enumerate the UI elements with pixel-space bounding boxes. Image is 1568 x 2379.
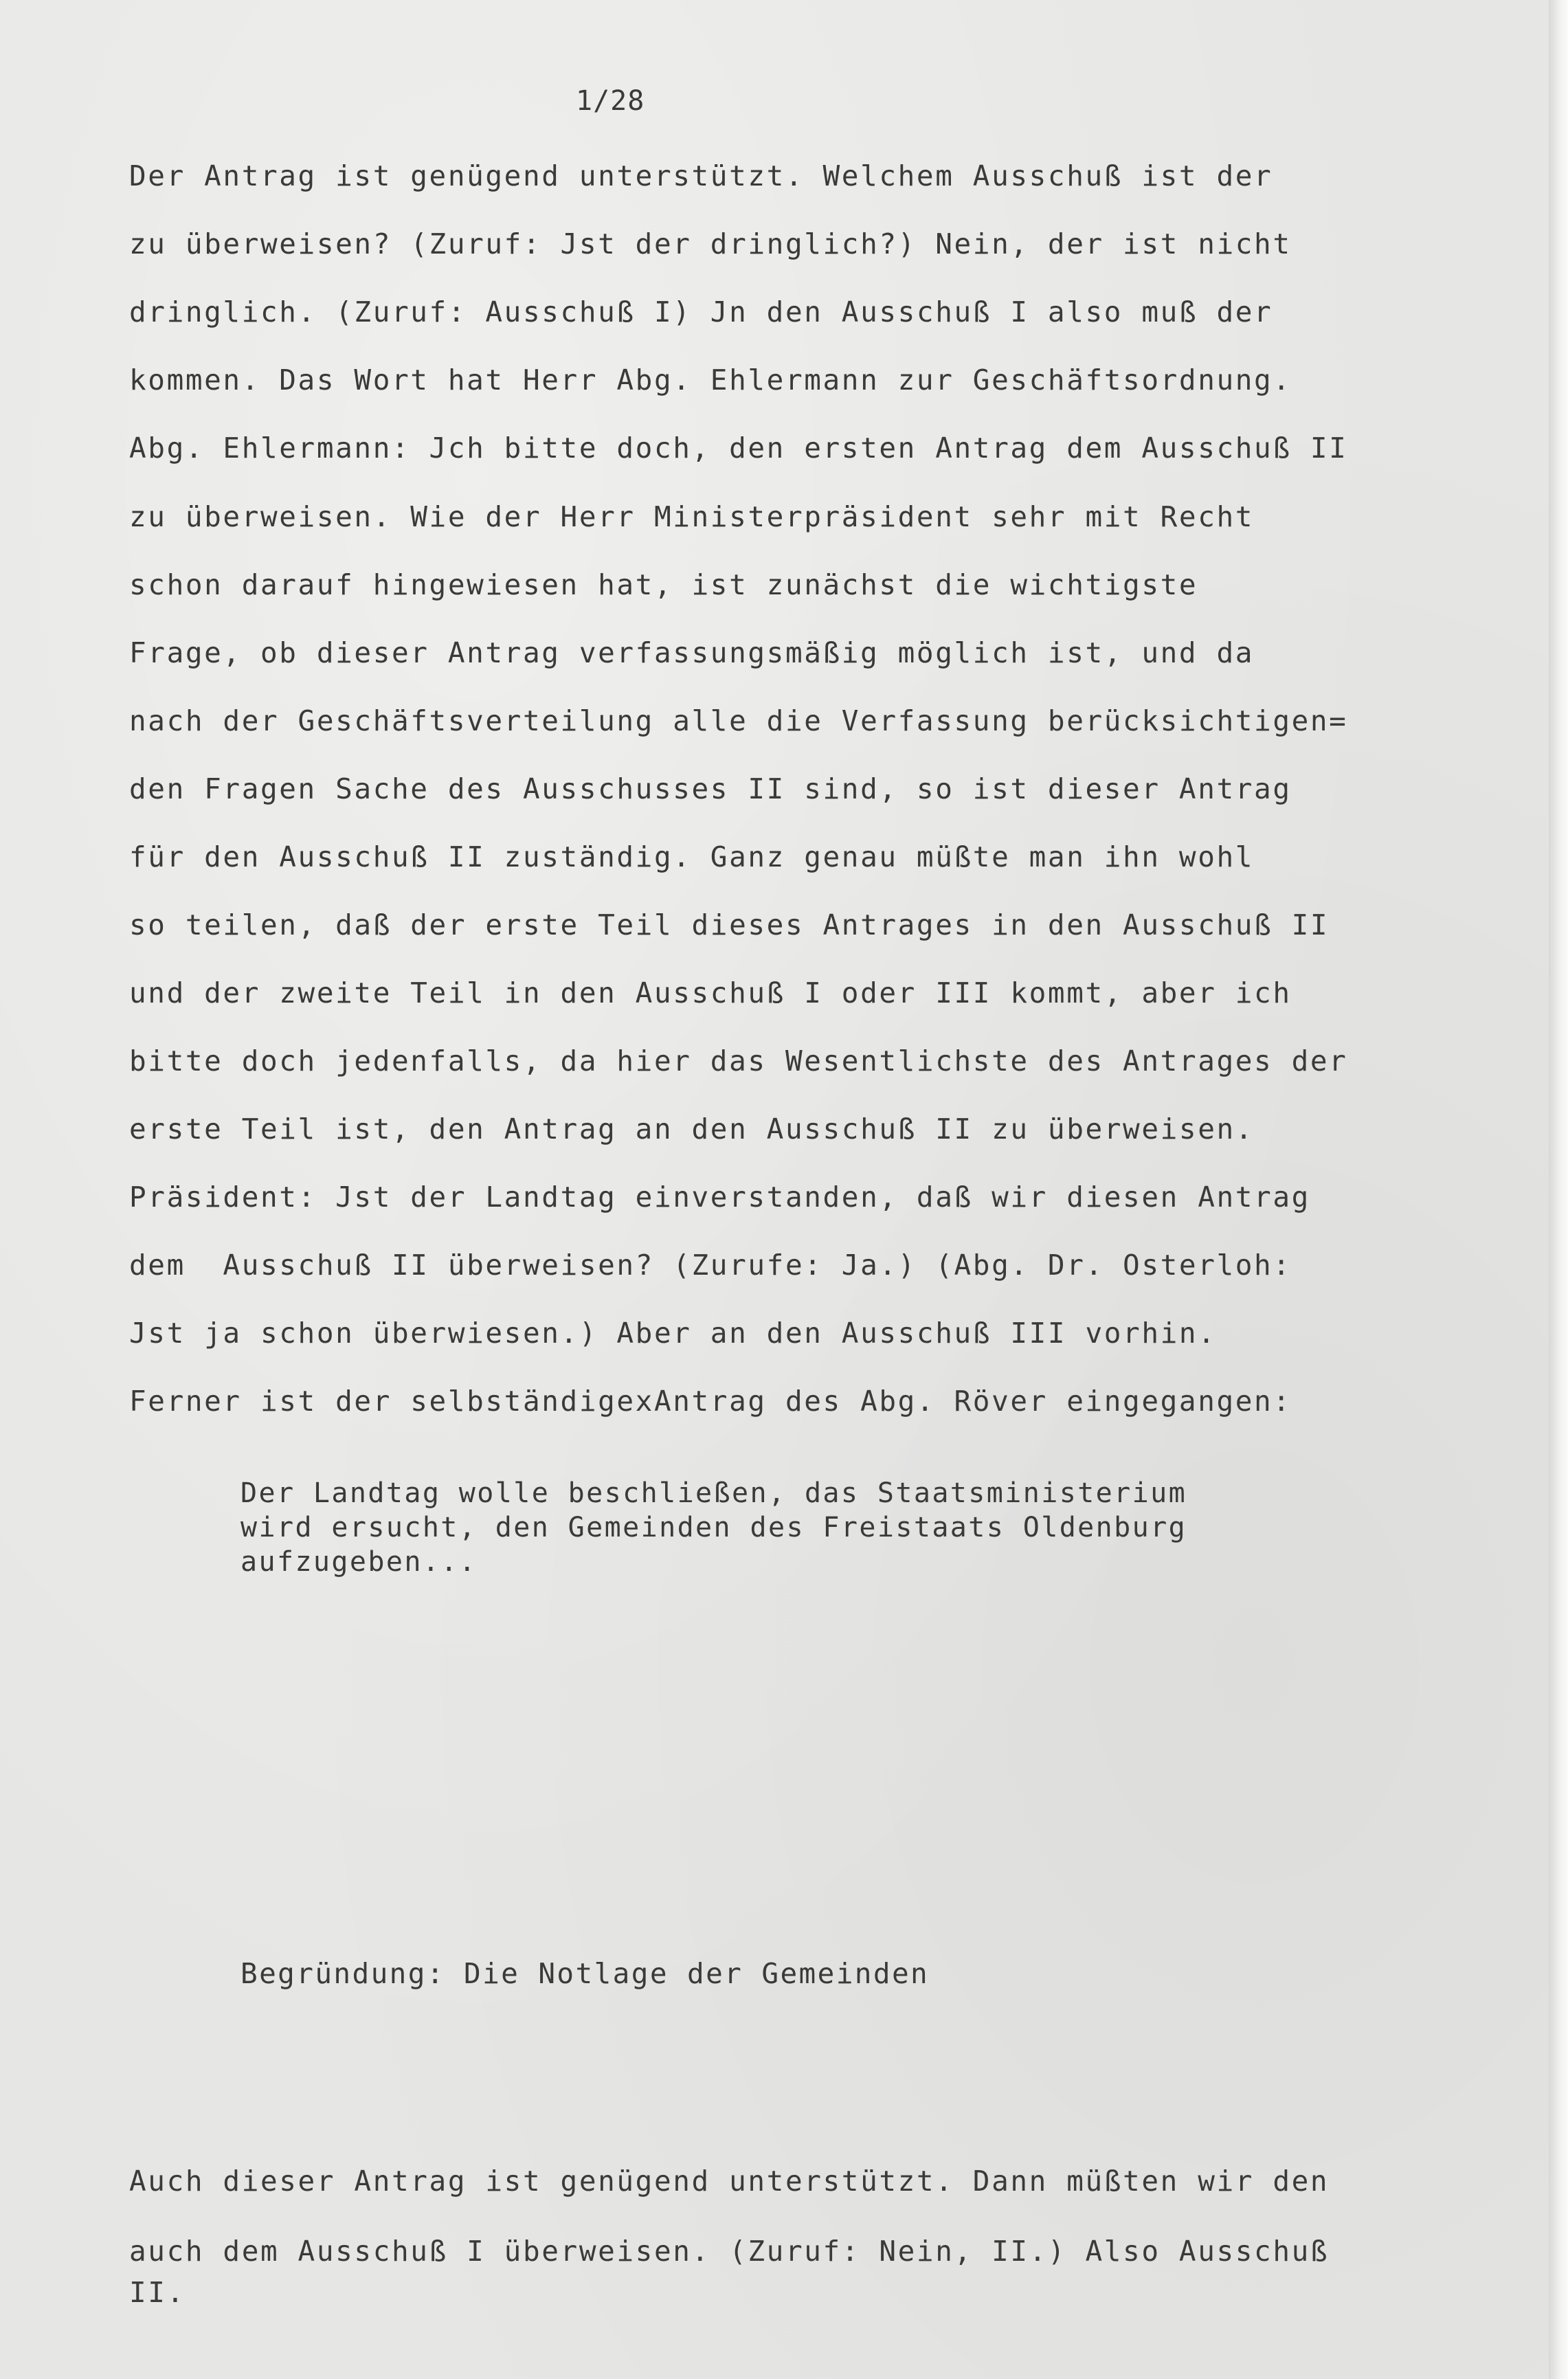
paragraph-line: Präsident: Jst der Landtag einverstanden, daß wir diesen Antrag — [129, 1181, 1310, 1214]
paragraph-line: den Fragen Sache des Ausschusses II sind, so ist dieser Antrag — [129, 772, 1292, 805]
paragraph-line: nach der Geschäftsverteilung alle die Verfassung berücksichtigen= — [129, 704, 1348, 737]
paragraph-line: zu überweisen. Wie der Herr Ministerpräsident sehr mit Recht — [129, 500, 1255, 533]
paragraph-line: Abg. Ehlermann: Jch bitte doch, den ersten Antrag dem Ausschuß II — [129, 432, 1348, 465]
quote-line: wird ersucht, den Gemeinden des Freistaats Oldenburg — [240, 1512, 1187, 1543]
paragraph-line: dem Ausschuß II überweisen? (Zurufe: Ja.) (Abg. Dr. Osterloh: — [129, 1249, 1292, 1282]
page-edge-shadow — [1549, 0, 1568, 2379]
justification: Begründung: Die Notlage der Gemeinden — [240, 1957, 930, 1990]
page-number: 1/28 — [576, 85, 645, 117]
paragraph-line: zu überweisen? (Zuruf: Jst der dringlich?) Nein, der ist nicht — [129, 227, 1292, 260]
paragraph-line: dringlich. (Zuruf: Ausschuß I) Jn den Ausschuß I also muß der — [129, 295, 1273, 328]
paragraph-line: für den Ausschuß II zuständig. Ganz genau müßte man ihn wohl — [129, 840, 1255, 873]
paragraph-line: Frage, ob dieser Antrag verfassungsmäßig möglich ist, und da — [129, 636, 1255, 669]
paragraph-line: schon darauf hingewiesen hat, ist zunächst die wichtigste — [129, 568, 1198, 601]
closing-line: Auch dieser Antrag ist genügend unterstützt. Dann müßten wir den — [129, 2165, 1330, 2198]
quote-line: aufzugeben... — [240, 1546, 478, 1578]
paragraph-line: Jst ja schon überwiesen.) Aber an den Ausschuß III vorhin. — [129, 1317, 1217, 1350]
paragraph-line: erste Teil ist, den Antrag an den Ausschuß II zu überweisen. — [129, 1113, 1255, 1146]
quote-line: Der Landtag wolle beschließen, das Staatsministerium — [240, 1477, 1187, 1509]
paragraph-line: so teilen, daß der erste Teil dieses Antrages in den Ausschuß II — [129, 908, 1330, 941]
paragraph-line: kommen. Das Wort hat Herr Abg. Ehlermann zur Geschäftsordnung. — [129, 364, 1292, 396]
paragraph-line: Der Antrag ist genügend unterstützt. Welchem Ausschuß ist der — [129, 159, 1273, 192]
closing-line: auch dem Ausschuß I überweisen. (Zuruf: Nein, II.) Also Ausschuß — [129, 2235, 1330, 2268]
paragraph-line: und der zweite Teil in den Ausschuß I oder III kommt, aber ich — [129, 976, 1292, 1009]
closing-line: II. — [129, 2276, 186, 2309]
paragraph-line: Ferner ist der selbständigexAntrag des Abg. Röver eingegangen: — [129, 1385, 1292, 1418]
paragraph-line: bitte doch jedenfalls, da hier das Wesentlichste des Antrages der — [129, 1045, 1348, 1077]
